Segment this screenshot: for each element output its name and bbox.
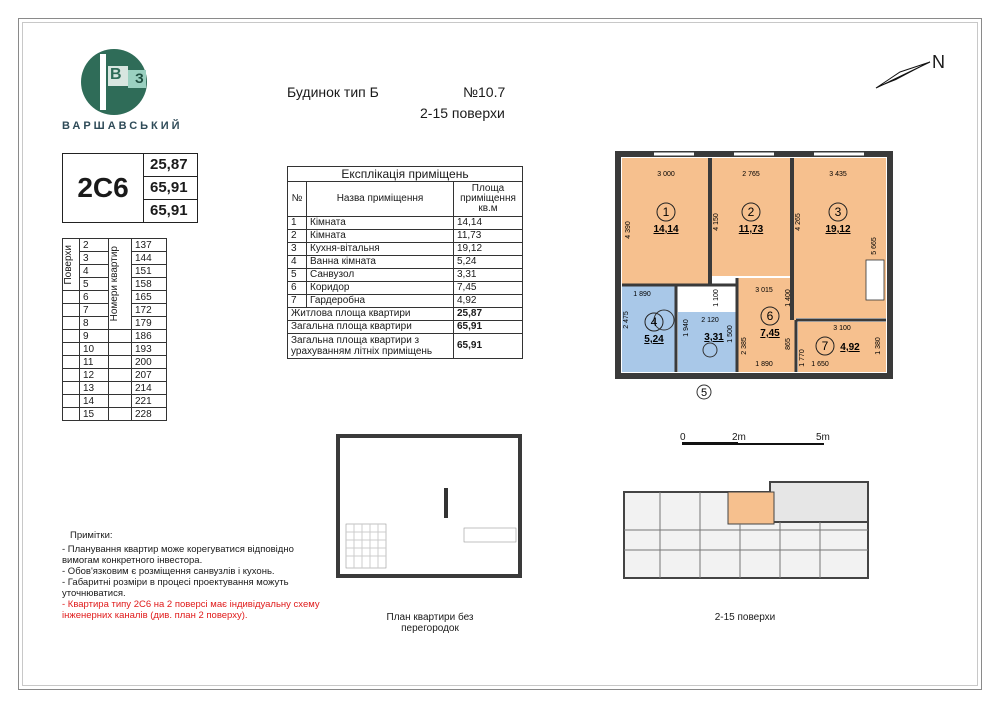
kitchen-zone	[464, 528, 516, 542]
dimension-label: 3 435	[829, 171, 847, 178]
room-area: 4,92	[840, 342, 860, 353]
apt-cell: 137	[132, 239, 167, 252]
explication-no: 5	[288, 269, 307, 282]
floor-cell: 6	[80, 291, 109, 304]
dimension-label: 5 665	[871, 237, 878, 255]
apt-cell: 179	[132, 317, 167, 330]
explication-area: 14,14	[454, 217, 523, 230]
col-no-header: №	[288, 182, 307, 217]
total-area-summer: 65,91	[150, 202, 188, 219]
apt-cell: 200	[132, 356, 167, 369]
floor-cell: 3	[80, 252, 109, 265]
total-value: 65,91	[454, 321, 523, 334]
apts-col-label: Номери квартир	[109, 246, 120, 322]
floor-cell: 12	[80, 369, 109, 382]
dimension-label: 2 475	[623, 311, 630, 329]
apt-cell: 193	[132, 343, 167, 356]
building-type: Будинок тип Б	[287, 84, 379, 100]
room-area: 5,24	[644, 334, 664, 345]
room-number: 4	[650, 315, 658, 329]
room-area: 11,73	[738, 224, 764, 235]
room-area: 19,12	[825, 224, 851, 235]
scale-label-2m: 2m	[732, 432, 746, 443]
explication-row	[288, 282, 523, 295]
north-arrow-icon	[874, 58, 934, 92]
explication-row	[288, 256, 523, 269]
col-name-header: Назва приміщення	[307, 182, 454, 217]
dimension-label: 1 380	[875, 337, 882, 355]
room-number: 7	[821, 339, 829, 353]
room-area: 7,45	[760, 328, 780, 339]
explication-name: Кімната	[307, 230, 454, 243]
explication-row	[288, 217, 523, 230]
dimension-label: 4 265	[795, 213, 802, 231]
note-red: - Квартира типу 2С6 на 2 поверсі має індивідуальну схему інженерних каналів (див. план 2 поверху).	[62, 599, 320, 621]
floor-cell: 13	[80, 382, 109, 395]
notes-block	[62, 530, 322, 621]
explication-row	[288, 230, 523, 243]
floor-overview-plan	[620, 480, 872, 582]
explication-title: Експлікація приміщень	[288, 167, 523, 182]
explication-no: 7	[288, 295, 307, 308]
explication-area: 3,31	[454, 269, 523, 282]
apt-cell: 144	[132, 252, 167, 265]
explication-area: 7,45	[454, 282, 523, 295]
explication-area: 5,24	[454, 256, 523, 269]
apt-cell: 186	[132, 330, 167, 343]
logo-text: ВАРШАВСЬКИЙ	[62, 120, 183, 132]
dimension-label: 1 770	[799, 349, 806, 367]
dimension-label: 3 100	[833, 325, 851, 332]
room-number: 3	[834, 205, 842, 219]
floor-cell: 11	[80, 356, 109, 369]
floors-col-label: Поверхи	[63, 244, 74, 285]
dimension-label: 4 150	[713, 213, 720, 231]
explication-no: 1	[288, 217, 307, 230]
explication-area: 11,73	[454, 230, 523, 243]
explication-name: Коридор	[307, 282, 454, 295]
dimension-label: 2 765	[742, 171, 760, 178]
explication-name: Ванна кімната	[307, 256, 454, 269]
bath-tiles-zone	[346, 524, 386, 568]
note-3: - Габаритні розміри в процесі проектування можуть уточнюватися.	[62, 577, 289, 599]
col-area-header: Площа приміщення кв.м	[454, 182, 523, 217]
explication-no: 4	[288, 256, 307, 269]
floor-plan-caption: 2-15 поверхи	[714, 612, 776, 623]
dimension-label: 1 500	[727, 325, 734, 343]
floor-cell: 9	[80, 330, 109, 343]
explication-row	[288, 269, 523, 282]
total-value: 65,91	[454, 334, 523, 359]
floor-cell: 2	[80, 239, 109, 252]
room-area: 14,14	[653, 224, 679, 235]
floor-cell: 14	[80, 395, 109, 408]
explication-row	[288, 243, 523, 256]
explication-table	[287, 166, 523, 359]
dimension-label: 3 000	[657, 171, 675, 178]
explication-name: Кімната	[307, 217, 454, 230]
explication-row	[288, 295, 523, 308]
dimension-label: 2 385	[741, 337, 748, 355]
room-number: 1	[662, 205, 670, 219]
floors-range: 2-15 поверхи	[420, 105, 505, 121]
dimension-label: 2 120	[701, 317, 719, 324]
note-1: - Планування квартир може корегуватися відповідно вимогам конкретного інвестора.	[62, 544, 294, 566]
apt-cell: 151	[132, 265, 167, 278]
apt-cell: 172	[132, 304, 167, 317]
apartment-areas	[143, 154, 198, 222]
logo-letter-z: З	[135, 70, 144, 86]
explication-area: 4,92	[454, 295, 523, 308]
notes-title: Примітки:	[70, 530, 113, 541]
room-5-marker: 5	[700, 387, 708, 399]
apt-cell: 165	[132, 291, 167, 304]
scale-label-5m: 5m	[816, 432, 830, 443]
note-2: - Обов'язковим є розміщення санвузлів і кухонь.	[62, 566, 275, 577]
total-value: 25,87	[454, 308, 523, 321]
dimension-label: 1 940	[683, 319, 690, 337]
floor-cell: 10	[80, 343, 109, 356]
scale-bar	[676, 432, 836, 452]
explication-name: Кухня-вітальня	[307, 243, 454, 256]
empty-plan-caption: План квартири без перегородок	[386, 612, 474, 634]
apartment-type-box	[62, 153, 198, 223]
room-number: 2	[747, 205, 755, 219]
apt-cell: 214	[132, 382, 167, 395]
room-number: 6	[766, 309, 774, 323]
total-label: Загальна площа квартири з урахуванням літніх приміщень	[288, 334, 454, 359]
dimension-label: 865	[785, 338, 792, 350]
apt-cell: 158	[132, 278, 167, 291]
empty-floor-plan	[334, 432, 524, 582]
floor-cell: 7	[80, 304, 109, 317]
dimension-label: 1 890	[633, 291, 651, 298]
apt-cell: 207	[132, 369, 167, 382]
apt-cell: 221	[132, 395, 167, 408]
floor-cell: 15	[80, 408, 109, 421]
apartment-floor-plan	[614, 150, 894, 400]
dimension-label: 1 890	[755, 361, 773, 368]
living-area: 25,87	[144, 154, 198, 177]
explication-no: 2	[288, 230, 307, 243]
total-area: 65,91	[144, 177, 198, 200]
room-area: 3,31	[704, 332, 724, 343]
dimension-label: 1 100	[713, 289, 720, 307]
floor-cell: 8	[80, 317, 109, 330]
floors-table	[62, 238, 167, 421]
explication-no: 3	[288, 243, 307, 256]
apt-cell: 228	[132, 408, 167, 421]
scale-label-0: 0	[680, 432, 686, 443]
north-label: N	[932, 52, 945, 72]
logo-letter-v: В	[110, 66, 122, 83]
apartment-number: №10.7	[463, 84, 506, 100]
explication-area: 19,12	[454, 243, 523, 256]
explication-name: Санвузол	[307, 269, 454, 282]
floor-cell: 5	[80, 278, 109, 291]
dimension-label: 1 400	[785, 289, 792, 307]
total-label: Загальна площа квартири	[288, 321, 454, 334]
dimension-label: 4 390	[625, 221, 632, 239]
explication-no: 6	[288, 282, 307, 295]
apartment-code: 2С6	[77, 172, 129, 203]
floor-cell: 4	[80, 265, 109, 278]
dimension-label: 1 650	[811, 361, 829, 368]
total-label: Житлова площа квартири	[288, 308, 454, 321]
dimension-label: 3 015	[755, 287, 773, 294]
highlighted-apartment	[728, 492, 774, 524]
explication-name: Гардеробна	[307, 295, 454, 308]
